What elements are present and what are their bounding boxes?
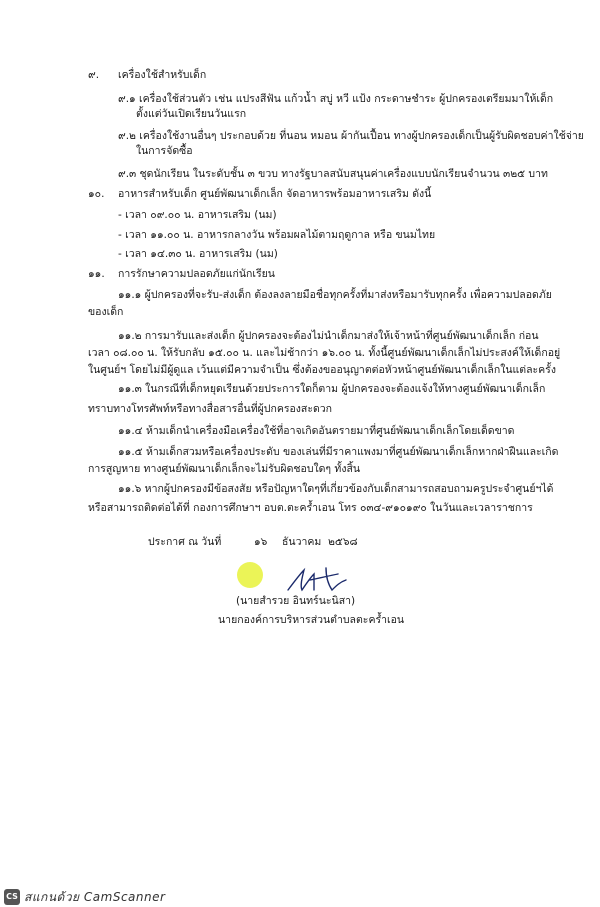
scanner-watermark: [0, 887, 600, 907]
item-11-5-line-1: ๑๑.๕ ห้ามเด็กสวมหรือเครื่องประดับ ของเล่นที่มีราคาแพงมาที่ศูนย์พัฒนาเด็กเล็กหากฝ่าฝืนและเกิด: [118, 446, 559, 458]
item-9-number: ๙.: [88, 69, 100, 81]
item-10-schedule-a: - เวลา ๐๙.๐๐ น. อาหารเสริม (นม): [118, 209, 277, 221]
item-9-1-line-2: ตั้งแต่วันเปิดเรียนวันแรก: [136, 108, 247, 120]
announce-year: ๒๕๖๘: [328, 536, 358, 548]
highlighter-mark: [237, 562, 263, 588]
item-11-title: การรักษาความปลอดภัยแก่นักเรียน: [118, 268, 275, 280]
item-11-1-line-1: ๑๑.๑ ผู้ปกครองที่จะรับ-ส่งเด็ก ต้องลงลายมือชื่อทุกครั้งที่มาส่งหรือมารับทุกครั้ง เพื่อความปลอดภัย: [118, 289, 552, 301]
item-11-2-line-3: ในศูนย์ฯ โดยไม่มีผู้ดูแล เว้นแต่มีความจำเป็น ซึ่งต้องขออนุญาตต่อหัวหน้าศูนย์พัฒนาเด็กเล็กในแต่ละครั้ง: [88, 364, 556, 376]
announce-day: ๑๖: [254, 536, 268, 548]
item-11-4: ๑๑.๔ ห้ามเด็กนำเครื่องมือเครื่องใช้ที่อาจเกิดอันตรายมาที่ศูนย์พัฒนาเด็กเล็กโดยเด็ดขาด: [118, 425, 515, 437]
item-11-2-line-2: เวลา ๐๘.๐๐ น. ให้รับกลับ ๑๕.๐๐ น. และไม่ช้ากว่า ๑๖.๐๐ น. ทั้งนี้ศูนย์พัฒนาเด็กเล็กไม่ประสงค์ให้เด็กอยู่: [88, 347, 561, 359]
signer-position: นายกองค์การบริหารส่วนตำบลตะคร้ำเอน: [218, 614, 405, 626]
item-10-schedule-b: - เวลา ๑๑.๐๐ น. อาหารกลางวัน พร้อมผลไม้ตามฤดูกาล หรือ ขนมไทย: [118, 229, 436, 241]
item-10-title: อาหารสำหรับเด็ก ศูนย์พัฒนาเด็กเล็ก จัดอาหารพร้อมอาหารเสริม ดังนี้: [118, 188, 432, 200]
item-10-number: ๑๐.: [88, 188, 105, 200]
item-11-1-line-2: ของเด็ก: [88, 306, 124, 318]
item-11-2-line-1: ๑๑.๒ การมารับและส่งเด็ก ผู้ปกครองจะต้องไม่นำเด็กมาส่งให้เจ้าหน้าที่ศูนย์พัฒนาเด็กเล็ก ก่อน: [118, 330, 539, 342]
item-11-6-line-2: หรือสามารถติดต่อได้ที่ กองการศึกษาฯ อบต.ตะคร้ำเอน โทร ๐๓๔-๙๑๐๑๙๐ ในวันและเวลาราชการ: [88, 502, 533, 514]
camscanner-text: สแกนด้วย CamScanner: [24, 890, 166, 904]
item-10-schedule-c: - เวลา ๑๔.๓๐ น. อาหารเสริม (นม): [118, 248, 278, 260]
item-11-3-line-2: ทราบทางโทรศัพท์หรือทางสื่อสารอื่นที่ผู้ปกครองสะดวก: [88, 403, 333, 415]
camscanner-logo-icon: CS: [4, 889, 20, 905]
item-9-title: เครื่องใช้สำหรับเด็ก: [118, 69, 207, 81]
item-9-2-line-1: ๙.๒ เครื่องใช้งานอื่นๆ ประกอบด้วย ที่นอน หมอน ผ้ากันเปื้อน ทางผู้ปกครองเด็กเป็นผู้รับผิดชอบค่าใช้จ่าย: [118, 130, 584, 142]
item-11-5-line-2: การสูญหาย ทางศูนย์พัฒนาเด็กเล็กจะไม่รับผิดชอบใดๆ ทั้งสิ้น: [88, 463, 361, 475]
item-11-6-line-1: ๑๑.๖ หากผู้ปกครองมีข้อสงสัย หรือปัญหาใดๆที่เกี่ยวข้องกับเด็กสามารถสอบถามครูประจำศูนย์ฯได้: [118, 483, 554, 495]
item-9-3: ๙.๓ ชุดนักเรียน ในระดับชั้น ๓ ขวบ ทางรัฐบาลสนับสนุนค่าเครื่องแบบนักเรียนจำนวน ๓๒๕ บาท: [118, 168, 548, 180]
announce-month: ธันวาคม: [282, 536, 322, 548]
announce-label: ประกาศ ณ วันที่: [148, 536, 222, 548]
item-9-2-line-2: ในการจัดซื้อ: [136, 145, 193, 157]
signer-name: (นายสำรวย อินทร์นะนิสา): [236, 595, 356, 607]
item-9-1-line-1: ๙.๑ เครื่องใช้ส่วนตัว เช่น แปรงสีฟัน แก้วน้ำ สบู่ หวี แป้ง กระดาษชำระ ผู้ปกครองเตรียมมาให้เด็ก: [118, 93, 554, 105]
item-11-number: ๑๑.: [88, 268, 105, 280]
item-11-3-line-1: ๑๑.๓ ในกรณีที่เด็กหยุดเรียนด้วยประการใดก็ตาม ผู้ปกครองจะต้องแจ้งให้ทางศูนย์พัฒนาเด็กเล็ก: [118, 383, 546, 395]
